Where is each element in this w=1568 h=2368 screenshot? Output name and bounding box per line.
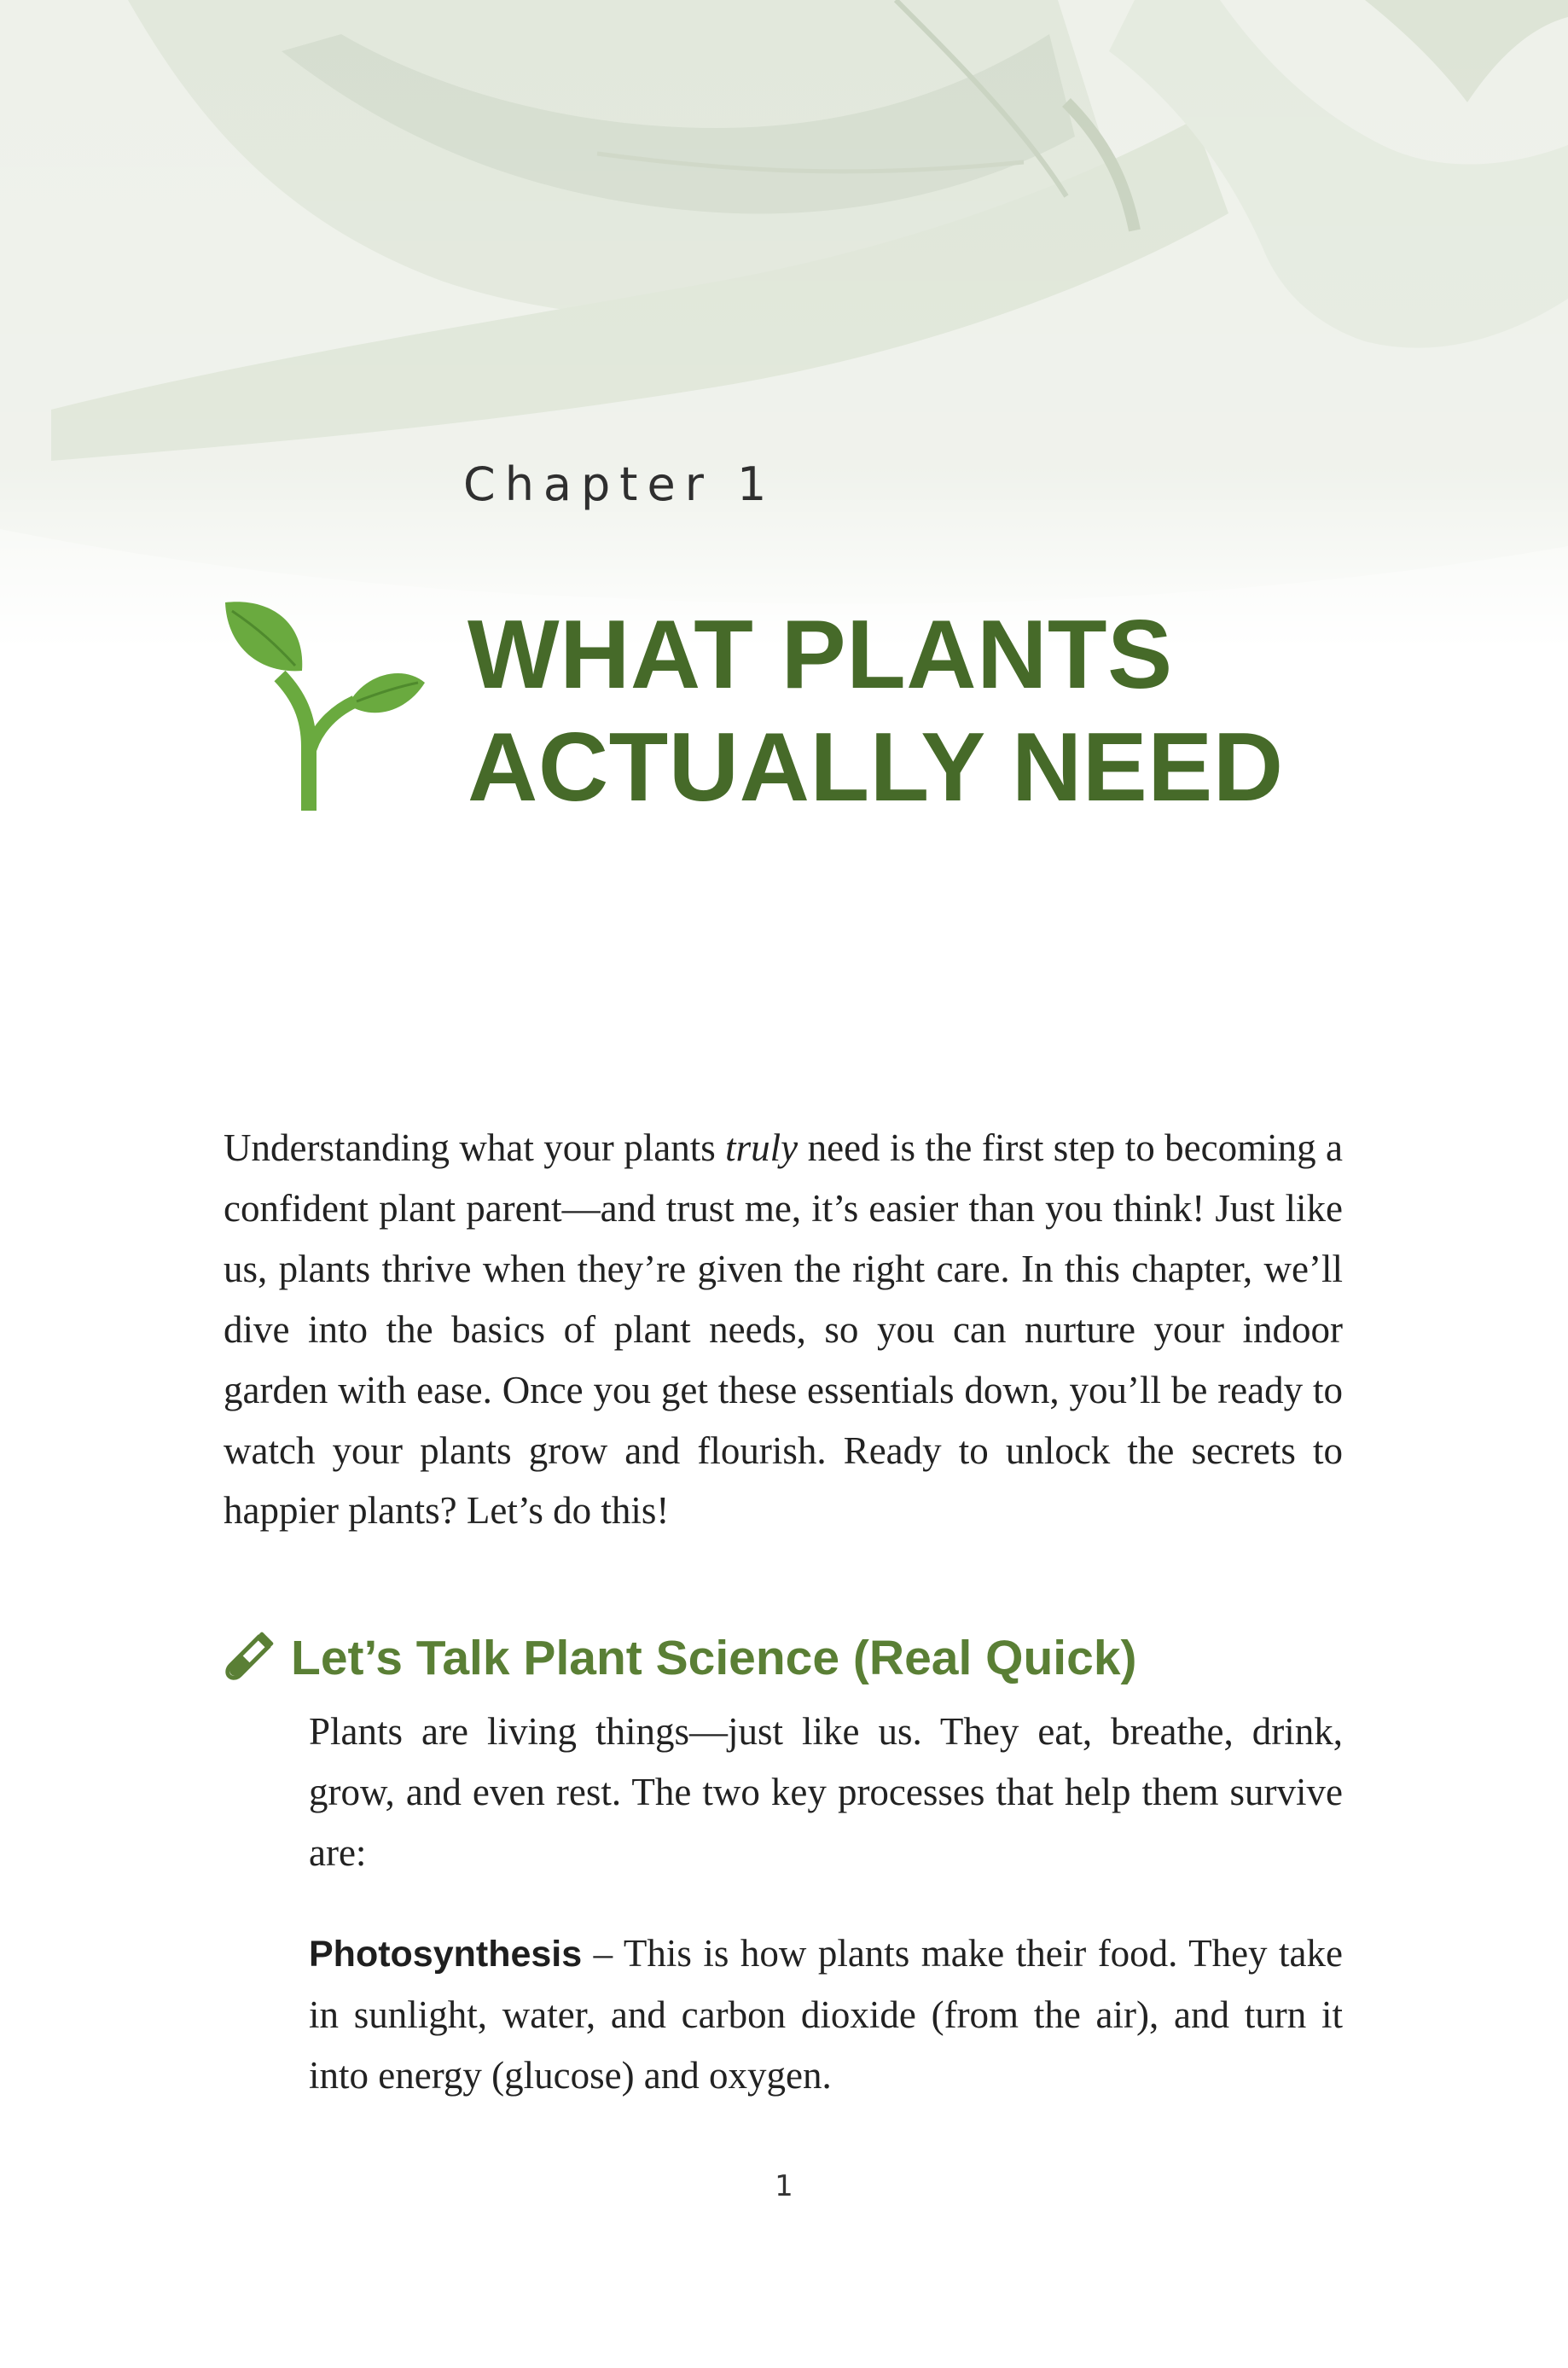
page-number: 1 (775, 2169, 793, 2203)
intro-text-start: Understanding what your plants (224, 1126, 726, 1169)
section-title: Let’s Talk Plant Science (Real Quick) (291, 1631, 1137, 1685)
monstera-leaf-background (0, 0, 1568, 649)
section-heading (220, 1624, 1363, 1692)
intro-emphasis: truly (725, 1126, 799, 1169)
chapter-label: Chapter 1 (463, 457, 776, 511)
chapter-title (467, 599, 1284, 824)
photosynthesis-term: Photosynthesis (309, 1934, 583, 1975)
science-paragraph: Plants are living things—just like us. They eat, breathe, drink, grow, and even rest. The two key processes that help them survive are: (309, 1710, 1343, 1874)
chapter-title-line-2: ACTUALLY NEED (467, 713, 1284, 822)
intro-paragraph (224, 1118, 1343, 1541)
photosynthesis-paragraph (309, 1923, 1343, 2106)
test-tube-icon (220, 1631, 275, 1685)
photosynthesis-definition: – This is how plants make their food. They take in sunlight, water, and carbon dioxide (from the air), and turn it into energy (glucose) and oxygen. (309, 1932, 1343, 2097)
sprout-icon (220, 597, 425, 811)
intro-text-end: need is the first step to becoming a confident plant parent—and trust me, it’s easier than you think! Just like us, plants thrive when they’re given the right care. In this chapter, we’ll dive into the basics of plant needs, so you can nurture your indoor garden with ease. Once you get these essentials down, you’ll be ready to watch your plants grow and flourish. Ready to unlock the secrets to happier plants? Let’s do this! (224, 1126, 1343, 1533)
chapter-title-line-1: WHAT PLANTS (467, 601, 1173, 709)
